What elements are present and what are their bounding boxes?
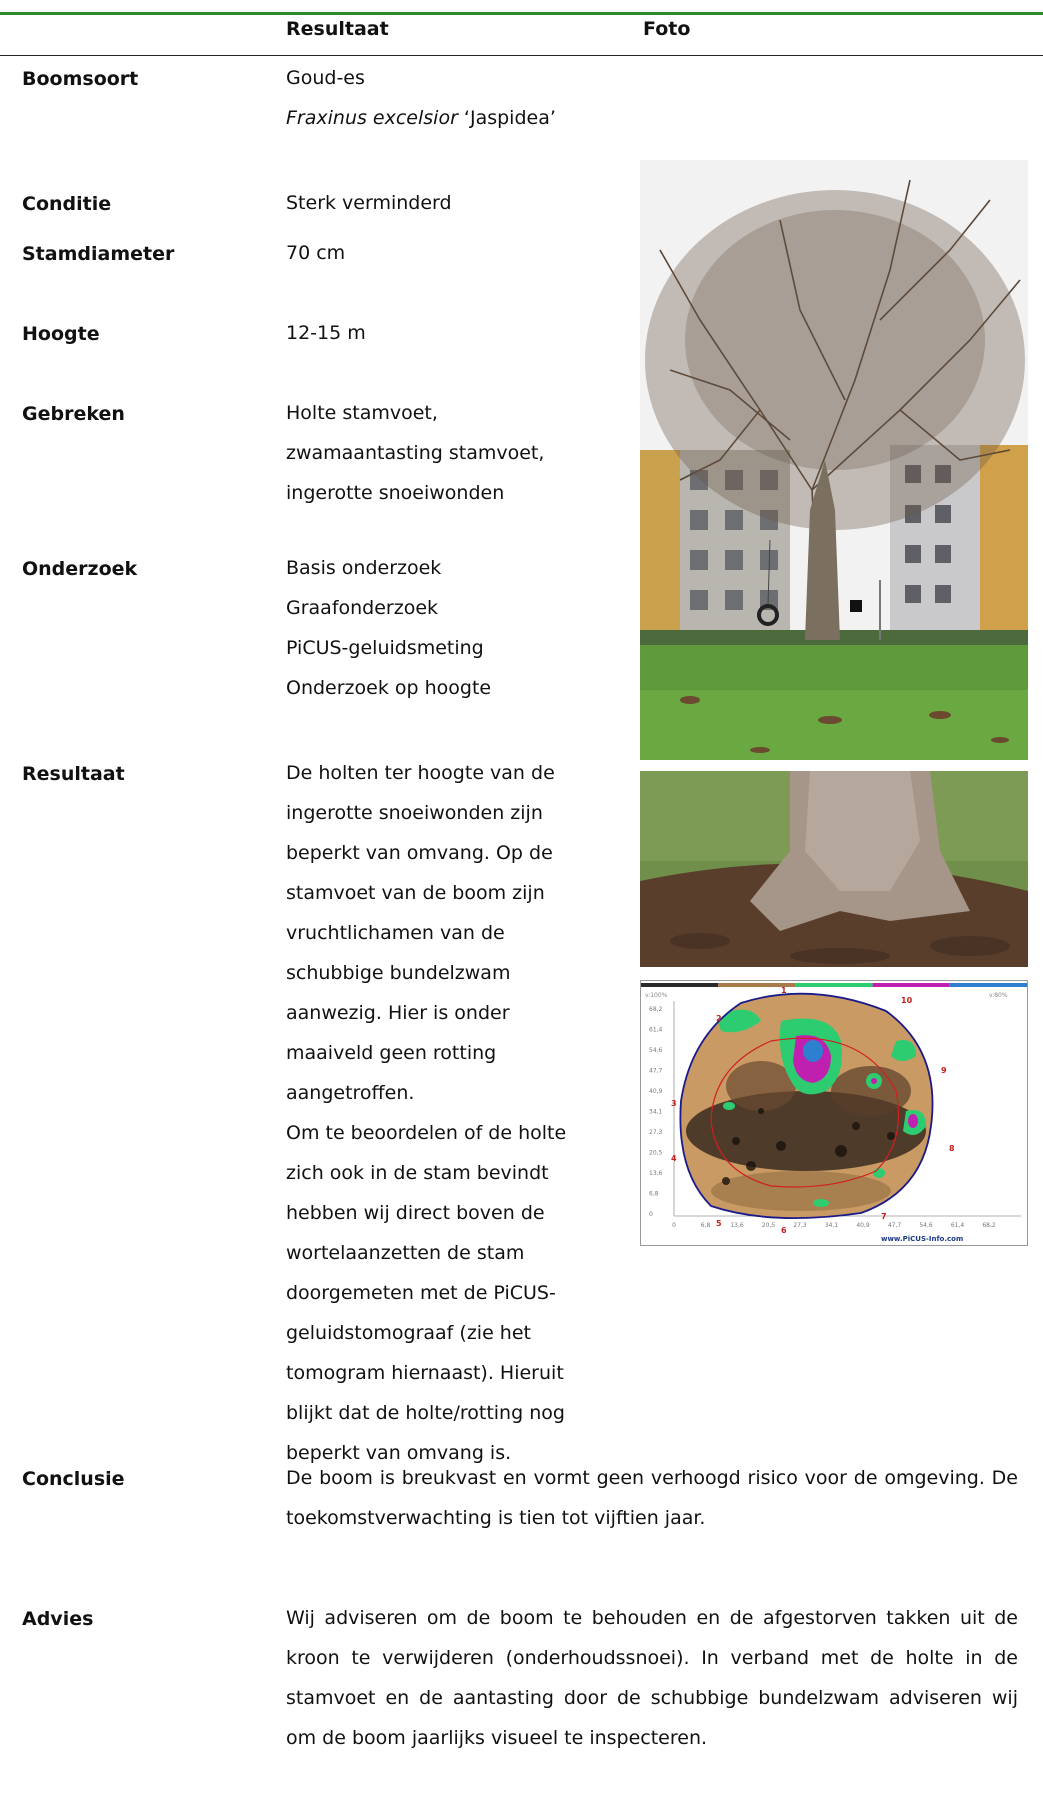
tomogram-legend-swatch <box>795 983 872 987</box>
tomogram-x-tick: 47,7 <box>887 1222 902 1229</box>
resultaat-line: ingerotte snoeiwonden zijn <box>286 802 543 824</box>
value-gebreken <box>286 393 544 513</box>
tomogram-watermark: www.PiCUS-Info.com <box>881 1235 964 1243</box>
resultaat-line: beperkt van omvang. Op de <box>286 842 553 864</box>
resultaat-line: tomogram hiernaast). Hieruit <box>286 1362 564 1384</box>
tomogram-point-number: 5 <box>716 1219 722 1228</box>
value-conditie: Sterk verminderd <box>286 192 452 214</box>
picus-tomogram <box>640 980 1028 1246</box>
label-conditie: Conditie <box>22 193 112 215</box>
tomogram-point-number: 1 <box>781 986 787 995</box>
resultaat-line: geluidstomograaf (zie het <box>286 1322 531 1344</box>
label-hoogte: Hoogte <box>22 323 100 345</box>
resultaat-line: Om te beoordelen of de holte <box>286 1122 567 1144</box>
tomogram-x-tick: 6,8 <box>700 1222 711 1229</box>
tomogram-y-tick: 6,8 <box>649 1190 659 1198</box>
tomogram-y-tick: 20,5 <box>649 1149 663 1157</box>
tomogram-x-tick: 13,6 <box>730 1222 744 1229</box>
resultaat-line: wortelaanzetten de stam <box>286 1242 525 1264</box>
tomogram-y-tick: 0 <box>649 1211 653 1218</box>
header-foto: Foto <box>643 18 691 40</box>
value-onderzoek <box>286 548 491 708</box>
tomogram-y-tick: 34,1 <box>649 1108 663 1116</box>
resultaat-line: zich ook in de stam bevindt <box>286 1162 549 1184</box>
value-boomsoort-latin: Fraxinus excelsior <box>286 107 458 129</box>
tomogram-legend-swatch <box>950 983 1027 987</box>
tomogram-y-tick: 13,6 <box>649 1170 663 1177</box>
label-conclusie: Conclusie <box>22 1468 125 1490</box>
onderzoek-line: Basis onderzoek <box>286 557 442 579</box>
label-onderzoek: Onderzoek <box>22 558 138 580</box>
label-advies: Advies <box>22 1608 94 1630</box>
value-advies: Wij adviseren om de boom te behouden en de afgestorven takken uit de kroon te verwijderen (onderhoudssnoei). In verband met de holte in de stamvoet en de aantasting door de schubbige bundelzwam adviseren wij om de boom jaarlijks visueel te inspecteren. <box>286 1607 1018 1749</box>
tomogram-point-number: 7 <box>881 1212 887 1221</box>
label-resultaat: Resultaat <box>22 763 125 785</box>
tomogram-x-tick: 68,2 <box>982 1222 996 1229</box>
tomogram-y-tick: 68,2 <box>649 1006 663 1013</box>
value-boomsoort-cultivar: ‘Jaspidea’ <box>457 107 556 129</box>
onderzoek-line: PiCUS-geluidsmeting <box>286 637 484 659</box>
tomogram-x-tick: 20,5 <box>761 1222 776 1229</box>
tomogram-legend-swatch <box>641 983 718 987</box>
label-stamdiameter: Stamdiameter <box>22 243 175 265</box>
tomogram-point-number: 4 <box>671 1154 677 1163</box>
header-rule <box>0 55 1043 56</box>
resultaat-line: hebben wij direct boven de <box>286 1202 545 1224</box>
tomogram-x-tick: 61,4 <box>950 1222 965 1229</box>
resultaat-line: De holten ter hoogte van de <box>286 762 555 784</box>
tomogram-y-tick: 40,9 <box>649 1088 663 1095</box>
tomogram-x-tick: 40,9 <box>856 1222 870 1229</box>
onderzoek-line: Onderzoek op hoogte <box>286 677 492 699</box>
value-boomsoort-latin-line <box>286 98 556 138</box>
tomogram-x-tick: 0 <box>672 1222 676 1229</box>
tomogram-y-tick: 54,6 <box>649 1047 663 1054</box>
resultaat-line: schubbige bundelzwam <box>286 962 511 984</box>
value-resultaat <box>286 753 626 1473</box>
tomogram-point-number: 3 <box>671 1099 677 1108</box>
stem-base-photo <box>640 771 1028 967</box>
label-gebreken: Gebreken <box>22 403 125 425</box>
tomogram-x-tick: 34,1 <box>824 1222 839 1229</box>
tomogram-point-number: 10 <box>901 996 913 1005</box>
value-hoogte: 12-15 m <box>286 322 366 344</box>
label-boomsoort: Boomsoort <box>22 68 139 90</box>
tomogram-point-number: 9 <box>941 1066 947 1075</box>
resultaat-line: aangetroffen. <box>286 1082 415 1104</box>
resultaat-line: aanwezig. Hier is onder <box>286 1002 510 1024</box>
tomogram-y-tick: 61,4 <box>649 1026 663 1034</box>
tomogram-x-tick: 54,6 <box>919 1222 933 1229</box>
tomogram-y-tick: 27,3 <box>649 1129 663 1136</box>
tomogram-point-number: 8 <box>949 1144 955 1153</box>
gebreken-line: zwamaantasting stamvoet, <box>286 442 545 464</box>
tomogram-x-tick: 27,3 <box>793 1222 807 1229</box>
onderzoek-line: Graafonderzoek <box>286 597 439 619</box>
tree-photo <box>640 160 1028 760</box>
value-conclusie: De boom is breukvast en vormt geen verhoogd risico voor de omgeving. De toekomstverwachting is tien tot vijftien jaar. <box>286 1467 1018 1529</box>
tomogram-legend-swatch <box>873 983 950 987</box>
tomogram-corner-left: v:100% <box>645 992 668 999</box>
tomogram-corner-right: v:80% <box>989 992 1008 999</box>
gebreken-line: ingerotte snoeiwonden <box>286 482 505 504</box>
value-boomsoort-common: Goud-es <box>286 67 365 89</box>
value-boomsoort <box>286 58 556 138</box>
tomogram-point-number: 2 <box>716 1014 722 1023</box>
resultaat-line: doorgemeten met de PiCUS- <box>286 1282 556 1304</box>
resultaat-line: beperkt van omvang is. <box>286 1442 512 1464</box>
value-stamdiameter: 70 cm <box>286 242 346 264</box>
resultaat-line: stamvoet van de boom zijn <box>286 882 545 904</box>
header-resultaat: Resultaat <box>286 18 389 40</box>
resultaat-line: vruchtlichamen van de <box>286 922 505 944</box>
gebreken-line: Holte stamvoet, <box>286 402 438 424</box>
resultaat-line: maaiveld geen rotting <box>286 1042 497 1064</box>
tomogram-y-tick: 47,7 <box>649 1067 663 1075</box>
resultaat-line: blijkt dat de holte/rotting nog <box>286 1402 565 1424</box>
top-green-rule <box>0 12 1043 15</box>
tomogram-point-number: 6 <box>781 1226 787 1235</box>
